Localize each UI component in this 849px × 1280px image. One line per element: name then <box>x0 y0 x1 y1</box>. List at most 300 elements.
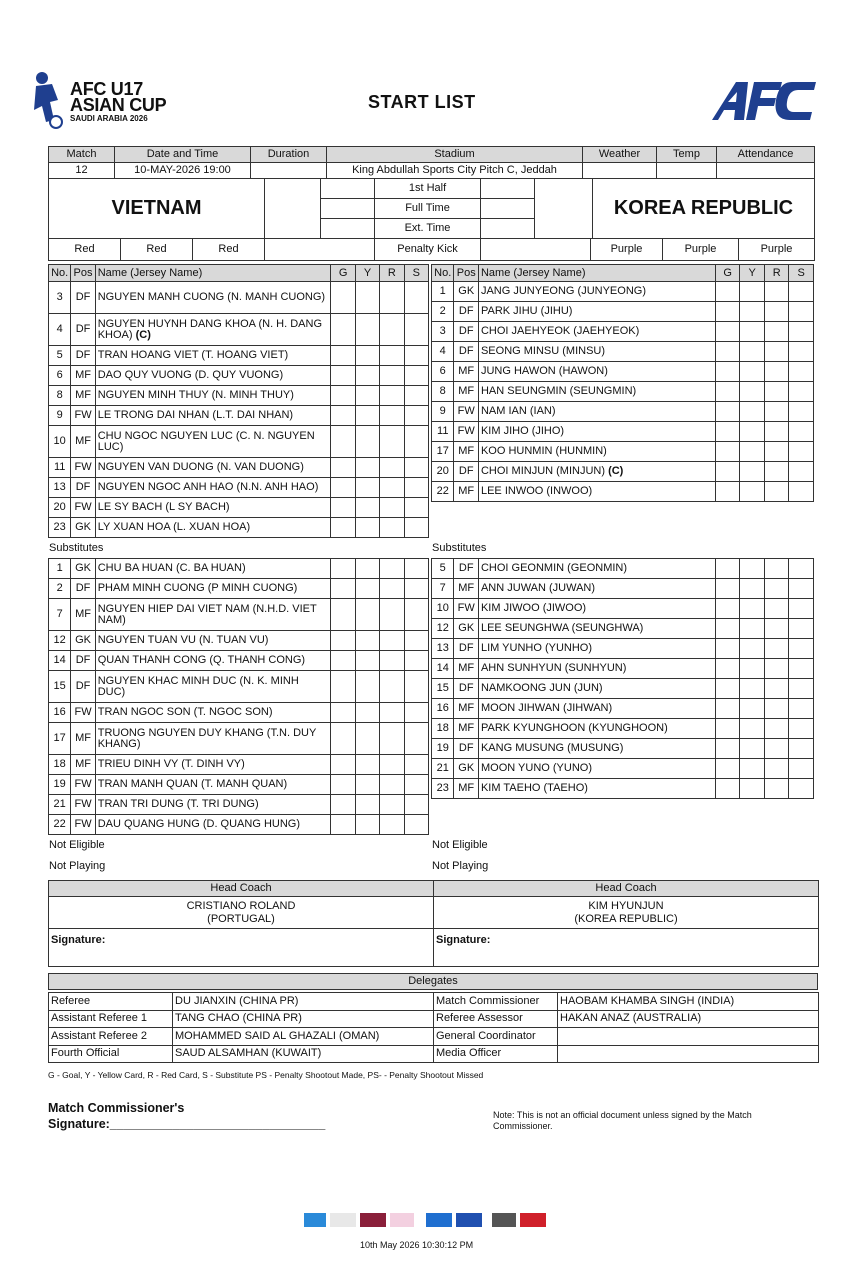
player-name-text: KANG MUSUNG (MUSUNG) <box>480 742 624 754</box>
player-red-cell <box>380 671 404 703</box>
player-goal-cell <box>331 703 355 723</box>
player-number: 1 <box>49 559 71 579</box>
player-goal-cell <box>715 482 740 502</box>
player-sub-cell <box>789 342 814 362</box>
player-position: FW <box>71 775 95 795</box>
player-row <box>49 458 429 478</box>
away-color-shorts: Purple <box>663 239 739 261</box>
player-name <box>478 442 715 462</box>
player-goal-cell <box>331 815 355 835</box>
player-name-text: NAM IAN (IAN) <box>480 405 556 417</box>
column-header-pos: Pos <box>71 265 95 282</box>
player-position: MF <box>71 366 95 386</box>
player-number: 10 <box>49 426 71 458</box>
player-red-cell <box>380 282 404 314</box>
away-head-coach <box>434 897 819 929</box>
player-goal-cell <box>331 314 355 346</box>
player-red-cell <box>380 366 404 386</box>
away-color-socks: Purple <box>739 239 815 261</box>
player-yellow-cell <box>355 775 379 795</box>
player-number: 5 <box>49 346 71 366</box>
player-row <box>49 386 429 406</box>
player-yellow-cell <box>355 426 379 458</box>
player-row <box>432 719 814 739</box>
player-position: GK <box>71 518 95 538</box>
player-position: FW <box>71 406 95 426</box>
delegate-name <box>558 1045 819 1063</box>
player-row <box>49 366 429 386</box>
player-yellow-cell <box>355 579 379 599</box>
player-goal-cell <box>331 346 355 366</box>
player-position: MF <box>454 779 479 799</box>
match-duration <box>251 163 327 179</box>
player-name-text: LEE SEUNGHWA (SEUNGHWA) <box>480 622 644 634</box>
player-sub-cell <box>404 518 428 538</box>
player-name-text: NGUYEN HIEP DAI VIET NAM (N.H.D. VIET NAM) <box>97 602 317 626</box>
column-header-no: No. <box>49 265 71 282</box>
player-yellow-cell <box>740 739 765 759</box>
player-number: 23 <box>432 779 454 799</box>
player-red-cell <box>764 639 789 659</box>
player-goal-cell <box>331 651 355 671</box>
player-sub-cell <box>404 795 428 815</box>
home-head-coach-label: Head Coach <box>49 881 434 897</box>
player-goal-cell <box>331 386 355 406</box>
player-goal-cell <box>331 478 355 498</box>
player-sub-cell <box>789 302 814 322</box>
away-signature-field[interactable]: Signature: <box>434 929 819 967</box>
player-row <box>432 659 814 679</box>
player-sub-cell <box>789 639 814 659</box>
player-name <box>95 314 331 346</box>
player-red-cell <box>764 322 789 342</box>
player-name <box>478 739 715 759</box>
player-number: 18 <box>49 755 71 775</box>
player-name-text: SEONG MINSU (MINSU) <box>480 345 606 357</box>
player-yellow-cell <box>740 639 765 659</box>
match-number: 12 <box>49 163 115 179</box>
player-number: 2 <box>49 579 71 599</box>
player-goal-cell <box>715 779 740 799</box>
home-color-shorts: Red <box>121 239 193 261</box>
column-header-g: G <box>715 265 740 282</box>
player-number: 22 <box>432 482 454 502</box>
delegate-name <box>558 1028 819 1046</box>
player-goal-cell <box>331 579 355 599</box>
player-number: 17 <box>432 442 454 462</box>
delegate-role: Fourth Official <box>49 1045 173 1063</box>
player-row <box>49 815 429 835</box>
player-yellow-cell <box>355 518 379 538</box>
player-sub-cell <box>789 559 814 579</box>
player-name-text: KIM TAEHO (TAEHO) <box>480 782 588 794</box>
delegate-name: HAKAN ANAZ (AUSTRALIA) <box>558 1010 819 1028</box>
player-name-text: JANG JUNYEONG (JUNYEONG) <box>480 285 646 297</box>
player-name <box>478 302 715 322</box>
player-goal-cell <box>331 723 355 755</box>
player-yellow-cell <box>740 462 765 482</box>
player-position: MF <box>71 426 95 458</box>
delegate-role: Assistant Referee 1 <box>49 1010 173 1028</box>
player-name <box>478 422 715 442</box>
player-red-cell <box>764 342 789 362</box>
column-header-namejerseyname: Name (Jersey Name) <box>478 265 715 282</box>
player-red-cell <box>380 518 404 538</box>
player-number: 6 <box>432 362 454 382</box>
player-row <box>432 322 814 342</box>
match-attendance <box>717 163 815 179</box>
player-row <box>432 302 814 322</box>
player-goal-cell <box>715 639 740 659</box>
player-row <box>432 619 814 639</box>
player-sub-cell <box>789 282 814 302</box>
player-name <box>95 386 331 406</box>
player-position: DF <box>454 739 479 759</box>
player-yellow-cell <box>740 402 765 422</box>
player-position: FW <box>71 815 95 835</box>
player-row <box>432 579 814 599</box>
player-red-cell <box>380 703 404 723</box>
player-name <box>95 755 331 775</box>
player-goal-cell <box>715 619 740 639</box>
away-coach-country: (KOREA REPUBLIC) <box>574 912 678 925</box>
player-number: 19 <box>432 739 454 759</box>
player-goal-cell <box>331 458 355 478</box>
player-number: 3 <box>432 322 454 342</box>
player-name-text: QUAN THANH CONG (Q. THANH CONG) <box>97 654 306 666</box>
player-number: 15 <box>49 671 71 703</box>
player-red-cell <box>764 282 789 302</box>
player-red-cell <box>380 406 404 426</box>
player-number: 8 <box>432 382 454 402</box>
delegate-row <box>49 1028 819 1046</box>
player-position: DF <box>454 559 479 579</box>
player-sub-cell <box>404 406 428 426</box>
away-subs-table <box>431 558 814 799</box>
player-goal-cell <box>715 322 740 342</box>
player-row <box>432 679 814 699</box>
player-position: DF <box>71 478 95 498</box>
delegate-name: TANG CHAO (CHINA PR) <box>173 1010 434 1028</box>
player-table-header <box>49 265 429 282</box>
player-position: GK <box>454 619 479 639</box>
player-row <box>432 362 814 382</box>
player-position: MF <box>71 386 95 406</box>
delegate-row <box>49 1010 819 1028</box>
away-team-name: KOREA REPUBLIC <box>593 179 815 239</box>
player-position: DF <box>454 302 479 322</box>
player-red-cell <box>764 442 789 462</box>
player-row <box>432 559 814 579</box>
home-not-playing-label: Not Playing <box>49 860 106 872</box>
player-sub-cell <box>404 579 428 599</box>
player-sub-cell <box>789 739 814 759</box>
player-name-text: CHU BA HUAN (C. BA HUAN) <box>97 562 246 574</box>
player-name <box>478 639 715 659</box>
player-name-text: NGUYEN MANH CUONG (N. MANH CUONG) <box>97 291 326 303</box>
player-red-cell <box>764 619 789 639</box>
delegate-role: Referee Assessor <box>434 1010 558 1028</box>
player-sub-cell <box>404 478 428 498</box>
player-name-text: NGUYEN KHAC MINH DUC (N. K. MINH DUC) <box>97 674 299 698</box>
commissioner-signature[interactable] <box>48 1100 325 1132</box>
commissioner-signature-line1: Match Commissioner's <box>48 1101 185 1115</box>
player-position: DF <box>71 346 95 366</box>
commissioner-signature-line2: Signature:_______________________________ <box>48 1117 326 1131</box>
player-position: MF <box>71 599 95 631</box>
player-row <box>432 342 814 362</box>
label-weather: Weather <box>583 147 657 163</box>
player-goal-cell <box>715 402 740 422</box>
player-yellow-cell <box>355 366 379 386</box>
player-goal-cell <box>715 659 740 679</box>
player-red-cell <box>764 462 789 482</box>
player-position: DF <box>71 579 95 599</box>
match-info <box>48 146 814 261</box>
player-position: DF <box>454 342 479 362</box>
player-position: FW <box>454 402 479 422</box>
player-goal-cell <box>331 795 355 815</box>
player-red-cell <box>764 739 789 759</box>
player-yellow-cell <box>355 282 379 314</box>
home-signature-field[interactable]: Signature: <box>49 929 434 967</box>
player-name-text: HAN SEUNGMIN (SEUNGMIN) <box>480 385 637 397</box>
player-row <box>49 755 429 775</box>
player-number: 13 <box>49 478 71 498</box>
label-date-time: Date and Time <box>115 147 251 163</box>
player-number: 16 <box>49 703 71 723</box>
player-position: MF <box>454 719 479 739</box>
player-sub-cell <box>789 659 814 679</box>
player-number: 2 <box>432 302 454 322</box>
player-goal-cell <box>331 426 355 458</box>
away-starters-table <box>431 264 814 502</box>
player-sub-cell <box>789 322 814 342</box>
player-row <box>49 795 429 815</box>
player-sub-cell <box>789 382 814 402</box>
column-header-s: S <box>789 265 814 282</box>
player-sub-cell <box>404 631 428 651</box>
player-sub-cell <box>789 362 814 382</box>
away-not-eligible-label: Not Eligible <box>432 839 488 851</box>
player-position: GK <box>71 559 95 579</box>
player-red-cell <box>380 795 404 815</box>
player-number: 23 <box>49 518 71 538</box>
player-name <box>478 599 715 619</box>
away-color-shirt: Purple <box>591 239 663 261</box>
player-number: 16 <box>432 699 454 719</box>
player-sub-cell <box>404 346 428 366</box>
player-name-text: NGUYEN MINH THUY (N. MINH THUY) <box>97 389 294 401</box>
sponsor-logos <box>302 1205 550 1233</box>
player-row <box>49 723 429 755</box>
player-yellow-cell <box>740 779 765 799</box>
player-name <box>95 703 331 723</box>
player-yellow-cell <box>740 322 765 342</box>
away-substitutes-label: Substitutes <box>432 542 487 554</box>
player-name <box>478 779 715 799</box>
player-red-cell <box>380 815 404 835</box>
player-goal-cell <box>715 282 740 302</box>
player-yellow-cell <box>355 386 379 406</box>
delegate-role: Media Officer <box>434 1045 558 1063</box>
player-goal-cell <box>331 599 355 631</box>
player-yellow-cell <box>740 282 765 302</box>
player-yellow-cell <box>740 482 765 502</box>
player-row <box>49 671 429 703</box>
player-number: 7 <box>49 599 71 631</box>
player-row <box>49 346 429 366</box>
player-name-text: CHU NGOC NGUYEN LUC (C. N. NGUYEN LUC) <box>97 429 315 453</box>
player-sub-cell <box>404 426 428 458</box>
player-name <box>95 478 331 498</box>
period-penalty-kick: Penalty Kick <box>375 239 481 261</box>
player-sub-cell <box>789 442 814 462</box>
match-date-time: 10-MAY-2026 19:00 <box>115 163 251 179</box>
player-row <box>432 699 814 719</box>
legend-text: G - Goal, Y - Yellow Card, R - Red Card, S - Substitute PS - Penalty Shootout Made, PS- - Penalty Shootout Missed <box>48 1070 484 1080</box>
player-sub-cell <box>789 779 814 799</box>
player-name <box>95 346 331 366</box>
player-sub-cell <box>404 498 428 518</box>
player-name <box>478 679 715 699</box>
player-number: 21 <box>432 759 454 779</box>
player-row <box>432 759 814 779</box>
player-name <box>95 458 331 478</box>
player-name-text: TRAN MANH QUAN (T. MANH QUAN) <box>97 778 288 790</box>
player-row <box>49 282 429 314</box>
label-stadium: Stadium <box>327 147 583 163</box>
player-row <box>432 462 814 482</box>
player-position: MF <box>71 755 95 775</box>
player-yellow-cell <box>355 631 379 651</box>
player-sub-cell <box>404 458 428 478</box>
player-goal-cell <box>715 739 740 759</box>
player-name <box>95 518 331 538</box>
player-yellow-cell <box>740 599 765 619</box>
player-goal-cell <box>715 679 740 699</box>
player-name-text: TRUONG NGUYEN DUY KHANG (T.N. DUY KHANG) <box>97 726 317 750</box>
player-red-cell <box>380 579 404 599</box>
player-number: 17 <box>49 723 71 755</box>
player-number: 9 <box>49 406 71 426</box>
match-stadium: King Abdullah Sports City Pitch C, Jeddah <box>327 163 583 179</box>
player-yellow-cell <box>355 795 379 815</box>
player-yellow-cell <box>355 406 379 426</box>
player-position: MF <box>454 579 479 599</box>
player-sub-cell <box>404 386 428 406</box>
player-goal-cell <box>715 442 740 462</box>
player-sub-cell <box>404 366 428 386</box>
player-name <box>95 366 331 386</box>
player-sub-cell <box>404 815 428 835</box>
player-number: 3 <box>49 282 71 314</box>
player-red-cell <box>764 402 789 422</box>
delegate-name: MOHAMMED SAID AL GHAZALI (OMAN) <box>173 1028 434 1046</box>
captain-mark: (C) <box>135 328 151 341</box>
head-coach-section <box>48 880 818 967</box>
player-yellow-cell <box>740 759 765 779</box>
player-number: 11 <box>49 458 71 478</box>
player-name <box>95 723 331 755</box>
home-color-socks: Red <box>193 239 265 261</box>
player-name <box>95 815 331 835</box>
player-position: FW <box>454 599 479 619</box>
player-goal-cell <box>331 671 355 703</box>
player-row <box>49 651 429 671</box>
player-red-cell <box>380 651 404 671</box>
player-name-text: ANN JUWAN (JUWAN) <box>480 582 596 594</box>
player-row <box>432 422 814 442</box>
player-goal-cell <box>331 406 355 426</box>
player-position: GK <box>71 631 95 651</box>
player-red-cell <box>764 382 789 402</box>
player-red-cell <box>764 579 789 599</box>
player-position: MF <box>454 362 479 382</box>
player-number: 11 <box>432 422 454 442</box>
player-yellow-cell <box>740 342 765 362</box>
player-yellow-cell <box>740 422 765 442</box>
player-name-text: LY XUAN HOA (L. XUAN HOA) <box>97 521 251 533</box>
player-red-cell <box>380 498 404 518</box>
player-sub-cell <box>789 699 814 719</box>
player-sub-cell <box>404 314 428 346</box>
player-goal-cell <box>715 422 740 442</box>
player-yellow-cell <box>355 559 379 579</box>
column-header-no: No. <box>432 265 454 282</box>
home-substitutes-label: Substitutes <box>49 542 104 554</box>
player-yellow-cell <box>355 599 379 631</box>
player-yellow-cell <box>355 314 379 346</box>
player-yellow-cell <box>355 671 379 703</box>
player-goal-cell <box>331 775 355 795</box>
player-goal-cell <box>715 759 740 779</box>
player-name-text: TRAN NGOC SON (T. NGOC SON) <box>97 706 273 718</box>
player-number: 5 <box>432 559 454 579</box>
player-row <box>49 478 429 498</box>
player-name <box>95 579 331 599</box>
player-row <box>432 442 814 462</box>
player-position: FW <box>71 458 95 478</box>
player-name <box>95 795 331 815</box>
player-row <box>49 579 429 599</box>
home-head-coach <box>49 897 434 929</box>
player-name-text: KIM JIWOO (JIWOO) <box>480 602 587 614</box>
player-position: DF <box>71 282 95 314</box>
player-yellow-cell <box>740 442 765 462</box>
delegates-section <box>48 973 818 1063</box>
player-goal-cell <box>331 366 355 386</box>
player-number: 20 <box>49 498 71 518</box>
player-position: DF <box>71 671 95 703</box>
period-ext-time: Ext. Time <box>375 219 481 239</box>
player-number: 15 <box>432 679 454 699</box>
player-table-header <box>432 265 814 282</box>
player-sub-cell <box>789 402 814 422</box>
away-not-playing-label: Not Playing <box>432 860 489 872</box>
page-title: START LIST <box>368 92 476 112</box>
delegate-name: SAUD ALSAMHAN (KUWAIT) <box>173 1045 434 1063</box>
player-yellow-cell <box>355 723 379 755</box>
player-sub-cell <box>789 482 814 502</box>
player-sub-cell <box>789 422 814 442</box>
player-row <box>49 599 429 631</box>
player-yellow-cell <box>355 755 379 775</box>
player-name-text: NGUYEN HUYNH DANG KHOA (N. H. DANG KHOA) <box>97 317 323 341</box>
player-goal-cell <box>715 699 740 719</box>
player-goal-cell <box>331 559 355 579</box>
player-red-cell <box>764 482 789 502</box>
